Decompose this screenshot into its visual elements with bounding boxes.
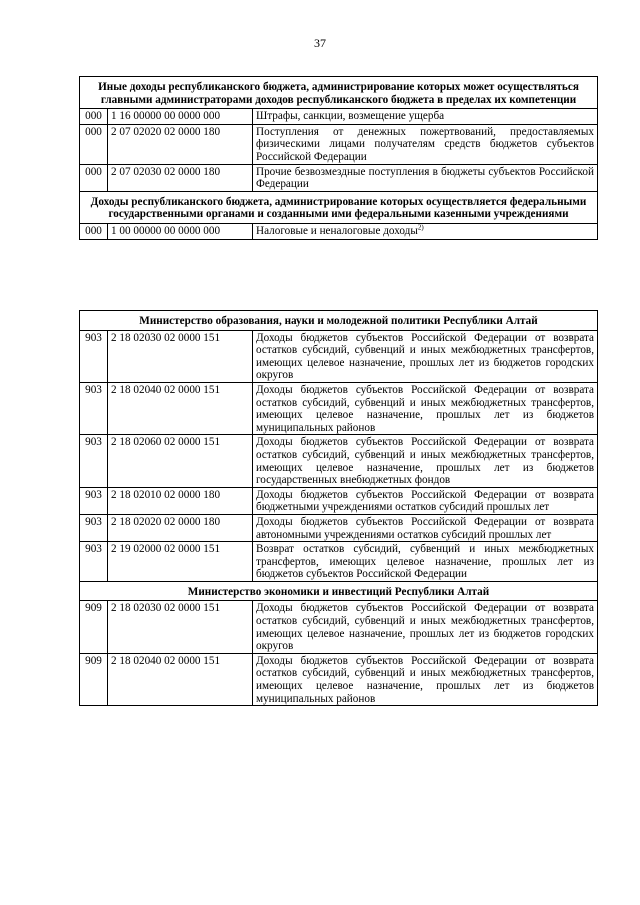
budget-code-cell: 2 18 02030 02 0000 151	[108, 601, 253, 653]
budget-code-cell: 1 16 00000 00 0000 000	[108, 109, 253, 125]
admin-code-cell: 000	[80, 124, 108, 164]
revenue-table-other-income	[79, 76, 598, 240]
budget-code-cell: 2 07 02030 02 0000 180	[108, 164, 253, 191]
description-text: Налоговые и неналоговые доходы	[256, 224, 418, 237]
admin-code-cell: 000	[80, 109, 108, 125]
page-number: 37	[314, 36, 326, 50]
description-cell: Поступления от денежных пожертвований, предоставляемых физическими лицами получателям средств бюджетов субъектов Российской Федерации	[253, 124, 598, 164]
table-row	[80, 124, 598, 164]
description-cell: Штрафы, санкции, возмещение ущерба	[253, 109, 598, 125]
section-header-row	[80, 191, 598, 223]
description-cell: Доходы бюджетов субъектов Российской Федерации от возврата автономными учреждениями остатков субсидий прошлых лет	[253, 514, 598, 541]
admin-code-cell: 000	[80, 164, 108, 191]
budget-code-cell: 2 18 02040 02 0000 151	[108, 653, 253, 705]
description-cell: Доходы бюджетов субъектов Российской Федерации от возврата остатков субсидий, субвенций и иных межбюджетных трансфертов, имеющих целевое назначение, прошлых лет из бюджетов городских округов	[253, 330, 598, 382]
table-row	[80, 330, 598, 382]
admin-code-cell: 903	[80, 330, 108, 382]
budget-code-cell: 2 18 02010 02 0000 180	[108, 487, 253, 514]
section-title: Иные доходы республиканского бюджета, администрирование которых может осуществляться главными администраторами доходов республиканского бюджета в пределах их компетенции	[80, 77, 598, 109]
admin-code-cell: 903	[80, 435, 108, 487]
budget-code-cell: 1 00 00000 00 0000 000	[108, 223, 253, 239]
description-cell: Доходы бюджетов субъектов Российской Федерации от возврата бюджетными учреждениями остатков субсидий прошлых лет	[253, 487, 598, 514]
section-title: Министерство экономики и инвестиций Республики Алтай	[80, 581, 598, 601]
admin-code-cell: 903	[80, 382, 108, 434]
budget-code-cell: 2 18 02040 02 0000 151	[108, 382, 253, 434]
section-title: Доходы республиканского бюджета, администрирование которых осуществляется федеральными государственными органами и созданными ими федеральными казенными учреждениями	[80, 191, 598, 223]
description-cell: Доходы бюджетов субъектов Российской Федерации от возврата остатков субсидий, субвенций и иных межбюджетных трансфертов, имеющих целевое назначение, прошлых лет из бюджетов муниципальных районов	[253, 382, 598, 434]
description-cell: Прочие безвозмездные поступления в бюджеты субъектов Российской Федерации	[253, 164, 598, 191]
description-cell: Доходы бюджетов субъектов Российской Федерации от возврата остатков субсидий, субвенций и иных межбюджетных трансфертов, имеющих целевое назначение, прошлых лет из бюджетов городских округов	[253, 601, 598, 653]
table-row	[80, 542, 598, 582]
budget-code-cell: 2 18 02060 02 0000 151	[108, 435, 253, 487]
section-title: Министерство образования, науки и молодежной политики Республики Алтай	[80, 311, 598, 331]
table-row	[80, 487, 598, 514]
admin-code-cell: 903	[80, 514, 108, 541]
footnote-marker: 2)	[417, 223, 424, 232]
table-row	[80, 223, 598, 239]
table-row	[80, 435, 598, 487]
table-row	[80, 109, 598, 125]
admin-code-cell: 903	[80, 542, 108, 582]
table-row	[80, 653, 598, 705]
description-cell	[253, 223, 598, 239]
budget-code-cell: 2 07 02020 02 0000 180	[108, 124, 253, 164]
description-cell: Возврат остатков субсидий, субвенций и иных межбюджетных трансфертов, имеющих целевое назначение, прошлых лет из бюджетов субъектов Российской Федерации	[253, 542, 598, 582]
revenue-table-ministries	[79, 310, 598, 706]
budget-code-cell: 2 18 02020 02 0000 180	[108, 514, 253, 541]
section-header-row	[80, 311, 598, 331]
section-header-row	[80, 581, 598, 601]
table-row	[80, 601, 598, 653]
description-cell: Доходы бюджетов субъектов Российской Федерации от возврата остатков субсидий, субвенций и иных межбюджетных трансфертов, имеющих целевое назначение, прошлых лет из бюджетов государственных внебюджетных фондов	[253, 435, 598, 487]
admin-code-cell: 000	[80, 223, 108, 239]
table-row	[80, 382, 598, 434]
section-header-row	[80, 77, 598, 109]
admin-code-cell: 909	[80, 653, 108, 705]
admin-code-cell: 909	[80, 601, 108, 653]
budget-code-cell: 2 19 02000 02 0000 151	[108, 542, 253, 582]
budget-code-cell: 2 18 02030 02 0000 151	[108, 330, 253, 382]
table-row	[80, 514, 598, 541]
description-cell: Доходы бюджетов субъектов Российской Федерации от возврата остатков субсидий, субвенций и иных межбюджетных трансфертов, имеющих целевое назначение, прошлых лет из бюджетов муниципальных районов	[253, 653, 598, 705]
table-row	[80, 164, 598, 191]
admin-code-cell: 903	[80, 487, 108, 514]
